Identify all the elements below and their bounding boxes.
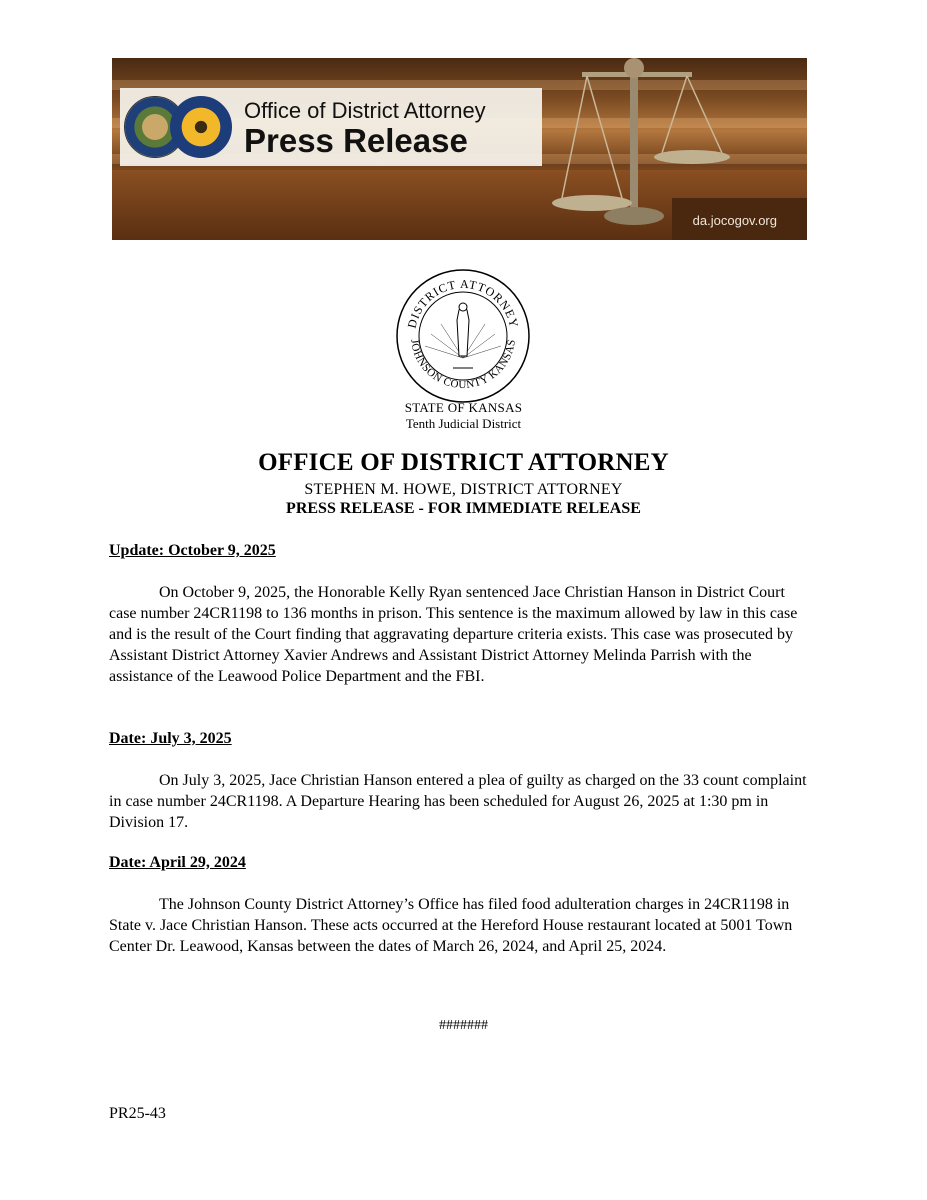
- section-heading-update: Update: October 9, 2025: [109, 542, 276, 559]
- release-code: PR25-43: [109, 1105, 166, 1122]
- district-label: Tenth Judicial District: [405, 416, 522, 431]
- district-attorney-seal-icon: [395, 268, 531, 404]
- svg-text:JOHNSON COUNTY KANSAS: JOHNSON COUNTY KANSAS: [408, 338, 518, 392]
- svg-text:DISTRICT ATTORNEY: DISTRICT ATTORNEY: [404, 276, 522, 330]
- section-text-april: The Johnson County District Attorney’s Office has filed food adulteration charges in 24CR1198 in State v. Jace Christian Hanson. These acts occurred at the Hereford House restaurant located at 5001 Town Center Dr. Leawood, Kansas between the dates of March 26, 2024, and April 25, 2024.: [109, 896, 793, 955]
- section-text-july: On July 3, 2025, Jace Christian Hanson entered a plea of guilty as charged on the 33 count complaint in case number 24CR1198. A Departure Hearing has been scheduled for August 26, 2025 at 1:30 pm in Division 17.: [109, 772, 807, 831]
- section-text-update: On October 9, 2025, the Honorable Kelly Ryan sentenced Jace Christian Hanson in District Court case number 24CR1198 to 136 months in prison. This sentence is the maximum allowed by law in this case and is the result of the Court finding that aggravating departure criteria exists. This case was prosecuted by Assistant District Attorney Xavier Andrews and Assistant District Attorney Melinda Parrish with the assistance of the Leawood Police Department and the FBI.: [109, 584, 798, 685]
- state-label: STATE OF KANSAS: [404, 400, 523, 415]
- banner-title-line2: Press Release: [244, 122, 468, 159]
- section-heading-april: Date: April 29, 2024: [109, 854, 246, 871]
- johnson-county-seal-icon: [170, 96, 232, 158]
- office-title: OFFICE OF DISTRICT ATTORNEY: [258, 449, 669, 476]
- banner-url: da.jocogov.org: [692, 213, 777, 228]
- district-attorney-name: STEPHEN M. HOWE, DISTRICT ATTORNEY: [304, 481, 623, 498]
- section-heading-july: Date: July 3, 2025: [109, 730, 232, 747]
- banner-plaque: [120, 88, 542, 166]
- press-release-banner: [112, 58, 807, 240]
- end-mark: #######: [439, 1018, 488, 1033]
- banner-title-line1: Office of District Attorney: [244, 98, 486, 123]
- release-type: PRESS RELEASE - FOR IMMEDIATE RELEASE: [286, 500, 641, 517]
